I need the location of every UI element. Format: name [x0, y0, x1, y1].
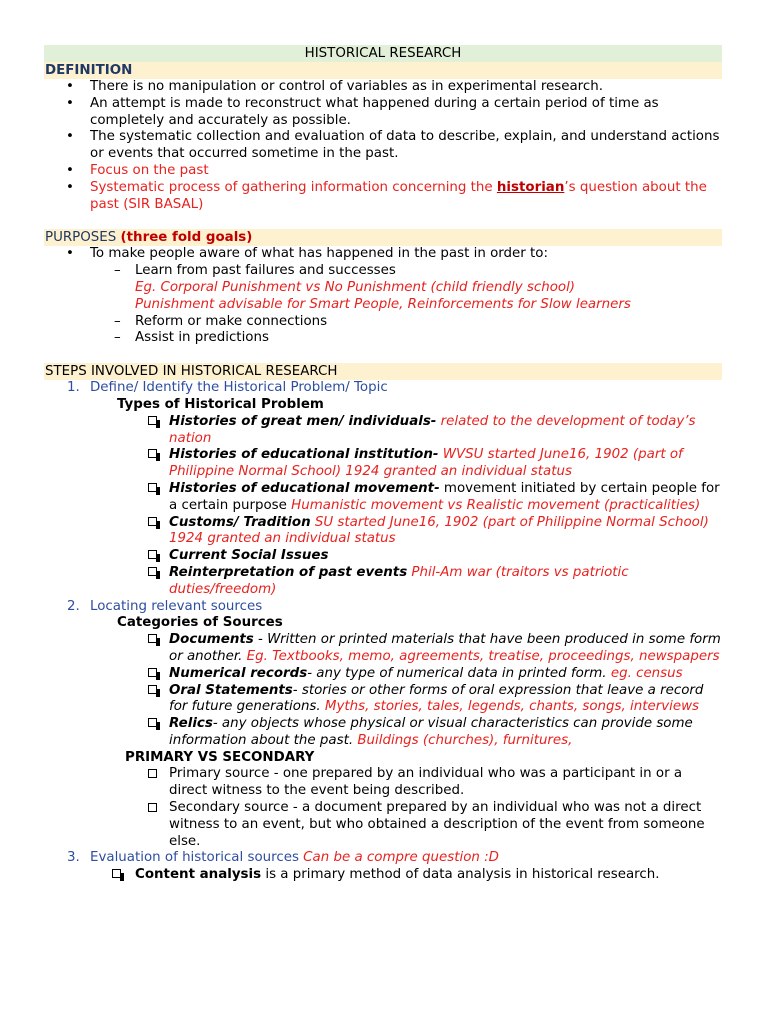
bullet-icon: • — [66, 95, 74, 111]
purposes-bullet: • To make people aware of what has happened in the past in order to: — [66, 246, 549, 262]
type-item: Customs/ Tradition SU started June16, 1902 (part of Philippine Normal School) 1924 granted an individual status — [44, 515, 722, 549]
definition-bullet: • Systematic process of gathering information concerning the historian’s question about the past (SIR BASAL) — [66, 179, 707, 212]
type-item: Current Social Issues — [44, 548, 722, 565]
purpose-item: – Reform or make connections — [114, 313, 328, 329]
type-item: Reinterpretation of past events Phil-Am war (traitors vs patriotic duties/freedom) — [44, 565, 722, 599]
steps-heading: STEPS INVOLVED IN HISTORICAL RESEARCH — [44, 363, 722, 380]
checkbox-icon — [148, 803, 157, 812]
purpose-item: – Learn from past failures and successes — [114, 263, 396, 279]
bullet-icon: • — [66, 179, 74, 195]
purpose-note: Eg. Corporal Punishment vs No Punishment (child friendly school) — [135, 279, 576, 295]
dash-icon: – — [114, 263, 121, 279]
checkbox-icon — [148, 668, 157, 677]
checkbox-icon — [148, 517, 157, 526]
definition-heading-text: DEFINITION — [45, 63, 133, 78]
step-2: 2. Locating relevant sources — [67, 598, 263, 614]
definition-bullet: • Focus on the past — [66, 162, 209, 178]
checkbox-icon — [148, 483, 157, 492]
category-item: Relics- any objects whose physical or visual characteristics can provide some information about the past. Buildings (churches), furnitures, — [44, 716, 722, 750]
bullet-icon: • — [66, 129, 74, 145]
type-item: Histories of educational movement- movement initiated by certain people for a certain purpose Humanistic movement vs Realistic movement (practicalities) — [44, 481, 722, 515]
purposes-heading: PURPOSES (three fold goals) — [44, 229, 722, 246]
document-page — [44, 45, 722, 884]
categories-subheading: Categories of Sources — [117, 615, 283, 631]
category-item: Oral Statements- stories or other forms of oral expression that leave a record for future generations. Myths, stories, tales, legends, chants, songs, interviews — [44, 683, 722, 717]
step-3: 3. Evaluation of historical sources Can be a compre question :D — [67, 850, 499, 866]
checkbox-icon — [148, 416, 157, 425]
definition-heading — [44, 62, 722, 79]
step-1: 1. Define/ Identify the Historical Problem/ Topic — [67, 380, 388, 396]
type-item: Histories of great men/ individuals- related to the development of today’s nation — [44, 414, 722, 448]
definition-bullet: • The systematic collection and evaluation of data to describe, explain, and understand actions or events that occurred sometime in the past. — [66, 129, 720, 162]
type-item: Histories of educational institution- WVSU started June16, 1902 (part of Philippine Normal School) 1924 granted an individual status — [44, 447, 722, 481]
purpose-item: – Assist in predictions — [114, 330, 269, 346]
checkbox-icon — [148, 634, 157, 643]
definition-bullet: • An attempt is made to reconstruct what happened during a certain period of time as completely and accurately as possible. — [66, 95, 659, 128]
bullet-icon: • — [66, 79, 74, 94]
checkbox-icon — [112, 869, 121, 878]
bullet-icon: • — [66, 162, 74, 178]
dash-icon: – — [114, 330, 121, 346]
primary-vs-secondary-heading: PRIMARY VS SECONDARY — [125, 749, 315, 765]
document-title: HISTORICAL RESEARCH — [44, 45, 722, 62]
dash-icon: – — [114, 313, 121, 329]
checkbox-icon — [148, 769, 157, 778]
bullet-icon: • — [66, 246, 74, 262]
definition-bullet: • There is no manipulation or control of variables as in experimental research. — [66, 79, 604, 94]
checkbox-icon — [148, 449, 157, 458]
category-item: Numerical records- any type of numerical data in printed form. eg. census — [44, 666, 722, 683]
purposes-subheading: (three fold goals) — [120, 230, 253, 246]
checkbox-icon — [148, 718, 157, 727]
checkbox-icon — [148, 567, 157, 576]
historian-highlight: historian — [496, 179, 565, 195]
types-subheading: Types of Historical Problem — [117, 396, 324, 412]
checkbox-icon — [148, 685, 157, 694]
content-analysis-item: Content analysis is a primary method of data analysis in historical research. — [44, 867, 722, 884]
source-item: Secondary source - a document prepared by an individual who was not a direct witness to an event, but who obtained a description of the event from someone else. — [44, 800, 722, 850]
category-item: Documents - Written or printed materials that have been produced in some form or another. Eg. Textbooks, memo, agreements, treatise, proceedings, newspapers — [44, 632, 722, 666]
purpose-note: Punishment advisable for Smart People, Reinforcements for Slow learners — [135, 296, 631, 312]
checkbox-icon — [148, 550, 157, 559]
source-item: Primary source - one prepared by an individual who was a participant in or a direct witness to the event being described. — [44, 766, 722, 800]
